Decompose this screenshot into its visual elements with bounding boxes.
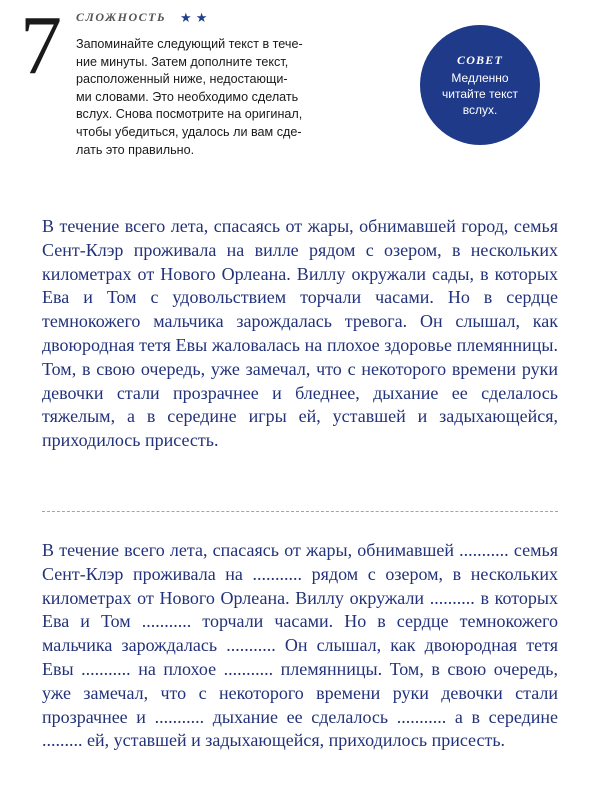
section-divider xyxy=(42,511,558,512)
tip-text: Медленно читайте текст вслух. xyxy=(442,70,518,117)
original-passage: В течение всего лета, спасаясь от жары, обнимавшей город, семья Сент-Клэр проживала на вилле рядом с озером, в нескольких километрах от Нового Орлеана. Виллу окружали сады, в которых Ева и Том с удовольствием торчали часами. Но в сердце темнокожего мальчика зарождалась тревога. Он слышал, как двоюродная тетя Евы жаловалась на плохое здоровье племянницы. Том, в свою очередь, уже замечал, что с некоторого времени руки девочки стали прозрачнее и бледнее, дыхание ее сделалось тяжелым, а в середине игры ей, уставшей и задыхающейся, приходилось присесть. xyxy=(42,216,558,451)
exercise-number: 7 xyxy=(20,0,62,92)
difficulty-row xyxy=(76,10,207,25)
star-icon: ★ xyxy=(195,10,208,25)
difficulty-label: СЛОЖНОСТЬ xyxy=(76,10,167,24)
difficulty-stars xyxy=(180,11,207,24)
instructions-text: Запоминайте следующий текст в тече- ние минуты. Затем дополните текст, расположенный ниже, недостающи- ми словами. Это необходимо сделать вслух. Снова посмотрите на оригинал, чтобы убедиться, удалось ли вам сде- лать это правильно. xyxy=(76,37,303,157)
gapped-passage: В течение всего лета, спасаясь от жары, обнимавшей ........... семья Сент-Клэр проживала на ........... рядом с озером, в нескольких километрах от Нового Орлеана. Виллу окружали .......... в которых Ева и Том ........... торчали часами. Но в сердце темнокожего мальчика зарождалась ........... Он слышал, как двоюродная тетя Евы ........... на плохое ........... племянницы. Том, в свою очередь, уже замечал, что с некоторого времени руки девочки стали прозрачнее и ........... дыхание ее сделалось ........... а в середине ......... ей, уставшей и задыхающейся, приходилось присесть. xyxy=(42,540,558,751)
tip-badge xyxy=(420,25,540,145)
tip-title: СОВЕТ xyxy=(456,52,503,67)
star-icon: ★ xyxy=(180,10,192,25)
